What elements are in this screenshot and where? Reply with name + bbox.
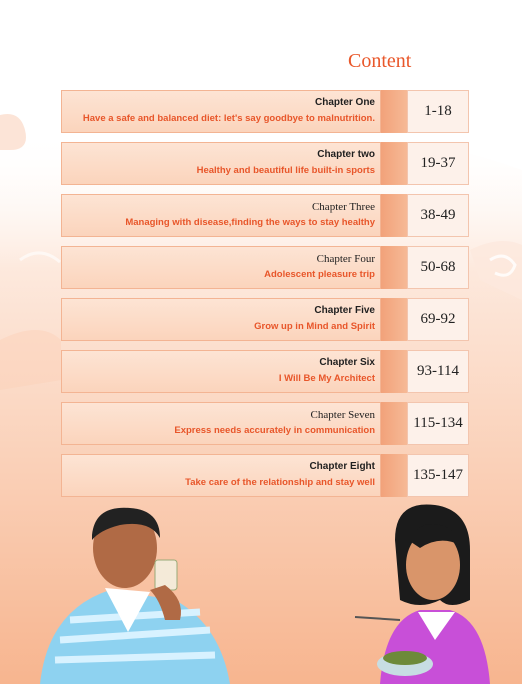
chapter-label: Chapter Six bbox=[319, 357, 375, 368]
divider-stripe bbox=[381, 350, 407, 393]
toc-row[interactable] bbox=[61, 350, 469, 393]
divider-stripe bbox=[381, 402, 407, 445]
chapter-title: Healthy and beautiful life built-in sports bbox=[196, 165, 375, 176]
page-range: 135-147 bbox=[407, 454, 469, 497]
chapter-label: Chapter two bbox=[317, 149, 375, 160]
chapter-title: Grow up in Mind and Spirit bbox=[254, 321, 375, 332]
chapter-title: Have a safe and balanced diet: let's say goodbye to malnutrition. bbox=[82, 113, 375, 124]
toc-row[interactable] bbox=[61, 142, 469, 185]
chapter-label: Chapter Five bbox=[314, 305, 375, 316]
chapter-title: Express needs accurately in communication bbox=[174, 425, 375, 436]
page-range: 1-18 bbox=[407, 90, 469, 133]
chapter-label: Chapter Seven bbox=[310, 409, 375, 421]
page-range: 69-92 bbox=[407, 298, 469, 341]
toc-row[interactable] bbox=[61, 402, 469, 445]
chapter-title: Take care of the relationship and stay well bbox=[185, 477, 375, 488]
divider-stripe bbox=[381, 194, 407, 237]
chapter-label: Chapter Four bbox=[316, 253, 375, 265]
page-range: 38-49 bbox=[407, 194, 469, 237]
divider-stripe bbox=[381, 454, 407, 497]
toc-row[interactable] bbox=[61, 454, 469, 497]
chapter-label: Chapter One bbox=[314, 97, 375, 108]
page-range: 50-68 bbox=[407, 246, 469, 289]
toc-row[interactable] bbox=[61, 298, 469, 341]
table-of-contents bbox=[61, 90, 469, 506]
chapter-title: Adolescent pleasure trip bbox=[264, 269, 375, 280]
divider-stripe bbox=[381, 90, 407, 133]
page-range: 93-114 bbox=[407, 350, 469, 393]
page-range: 19-37 bbox=[407, 142, 469, 185]
toc-row[interactable] bbox=[61, 194, 469, 237]
divider-stripe bbox=[381, 246, 407, 289]
divider-stripe bbox=[381, 298, 407, 341]
page-title: Content bbox=[348, 50, 412, 72]
toc-row[interactable] bbox=[61, 246, 469, 289]
divider-stripe bbox=[381, 142, 407, 185]
chapter-label: Chapter Eight bbox=[309, 461, 375, 472]
chapter-label: Chapter Three bbox=[311, 201, 375, 213]
page-range: 115-134 bbox=[407, 402, 469, 445]
chapter-title: Managing with disease,finding the ways to stay healthy bbox=[125, 217, 375, 228]
toc-row[interactable] bbox=[61, 90, 469, 133]
chapter-title: I Will Be My Architect bbox=[278, 373, 375, 384]
